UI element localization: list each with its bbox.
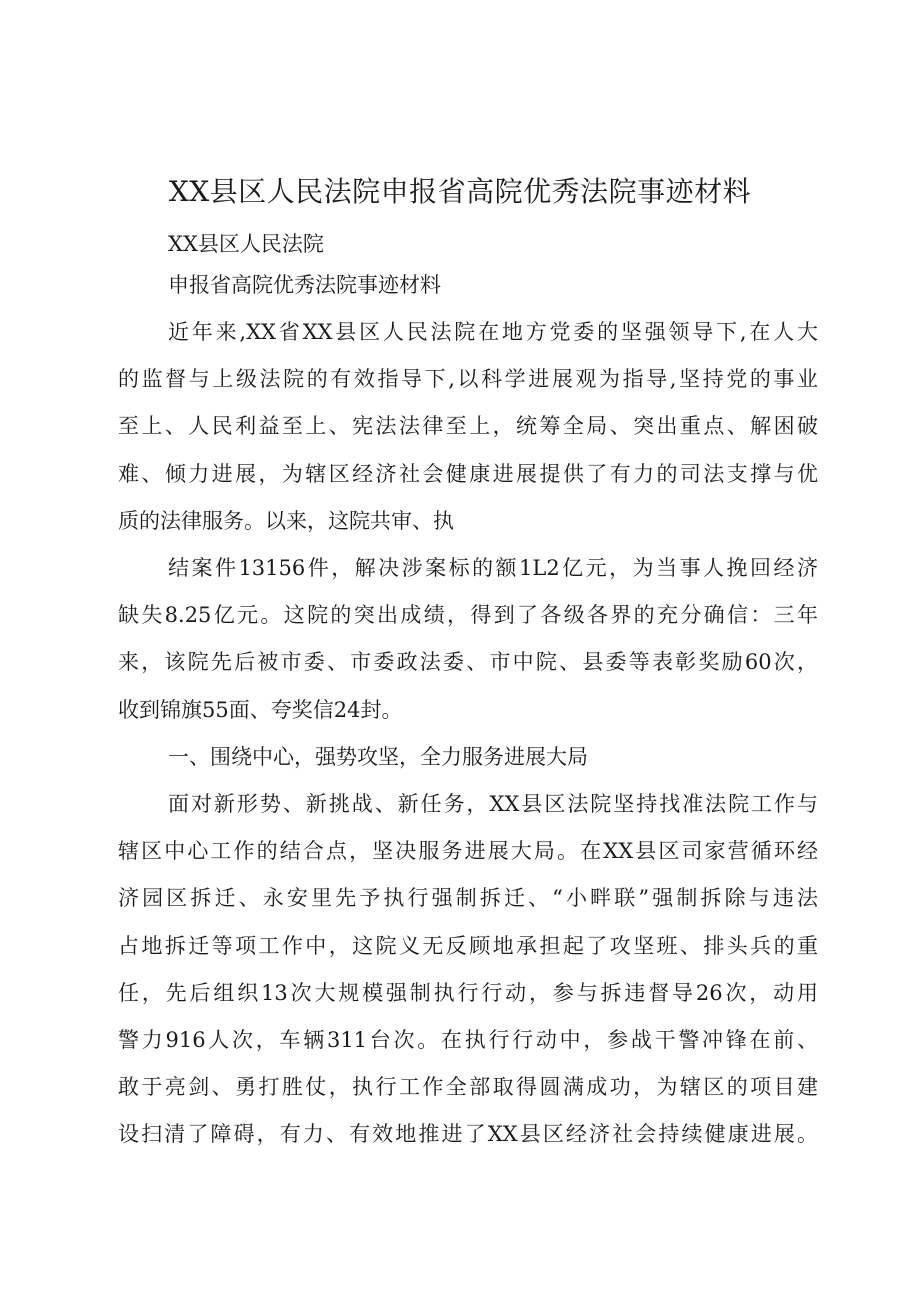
paragraph-line: 敢于亮剑、勇打胜仗，执行工作全部取得圆满成功，为辖区的项目建 xyxy=(118,1075,818,1099)
paragraph-line: 设扫清了障碍，有力、有效地推进了XX县区经济社会持续健康进展。 xyxy=(118,1122,818,1146)
paragraph-line: 收到锦旗55面、夸奖信24封。 xyxy=(118,698,403,722)
document-title: XX县区人民法院申报省高院优秀法院事迹材料 xyxy=(168,175,752,208)
paragraph-line: 至上、人民利益至上、宪法法律至上，统筹全局、突出重点、解困破 xyxy=(118,414,818,438)
paragraph-line: 难、倾力进展，为辖区经济社会健康进展提供了有力的司法支撑与优 xyxy=(118,462,818,486)
paragraph-line: 近年来,XX省XX县区人民法院在地方党委的坚强领导下,在人大 xyxy=(168,320,818,344)
paragraph-line: 的监督与上级法院的有效指导下,以科学进展观为指导,坚持党的事业 xyxy=(118,367,818,391)
court-name-line: XX县区人民法院 xyxy=(168,232,324,256)
paragraph-line: 任，先后组织13次大规模强制执行行动，参与拆违督导26次，动用 xyxy=(118,981,818,1005)
paragraph-line: 辖区中心工作的结合点，坚决服务进展大局。在XX县区司家营循环经 xyxy=(118,839,818,863)
section-heading: 一、围绕中心，强势攻坚，全力服务进展大局 xyxy=(168,745,588,769)
paragraph-line: 质的法律服务。以来，这院共审、执 xyxy=(118,509,454,533)
paragraph-line: 占地拆迁等项工作中，这院义无反顾地承担起了攻坚班、排头兵的重 xyxy=(118,934,818,958)
subtitle-line: 申报省高院优秀法院事迹材料 xyxy=(168,273,441,297)
paragraph-line: 结案件13156件，解决涉案标的额1L2亿元，为当事人挽回经济 xyxy=(168,556,818,580)
paragraph-line: 面对新形势、新挑战、新任务，XX县区法院坚持找准法院工作与 xyxy=(168,792,818,816)
paragraph-line: 警力916人次，车辆311台次。在执行行动中，参战干警冲锋在前、 xyxy=(118,1028,818,1052)
paragraph-line: 缺失8.25亿元。这院的突出成绩，得到了各级各界的充分确信：三年 xyxy=(118,603,818,627)
paragraph-line: 来，该院先后被市委、市委政法委、市中院、县委等表彰奖励60次， xyxy=(118,650,818,674)
paragraph-line: 济园区拆迁、永安里先予执行强制拆迁、“小畔联”强制拆除与违法 xyxy=(118,886,818,910)
